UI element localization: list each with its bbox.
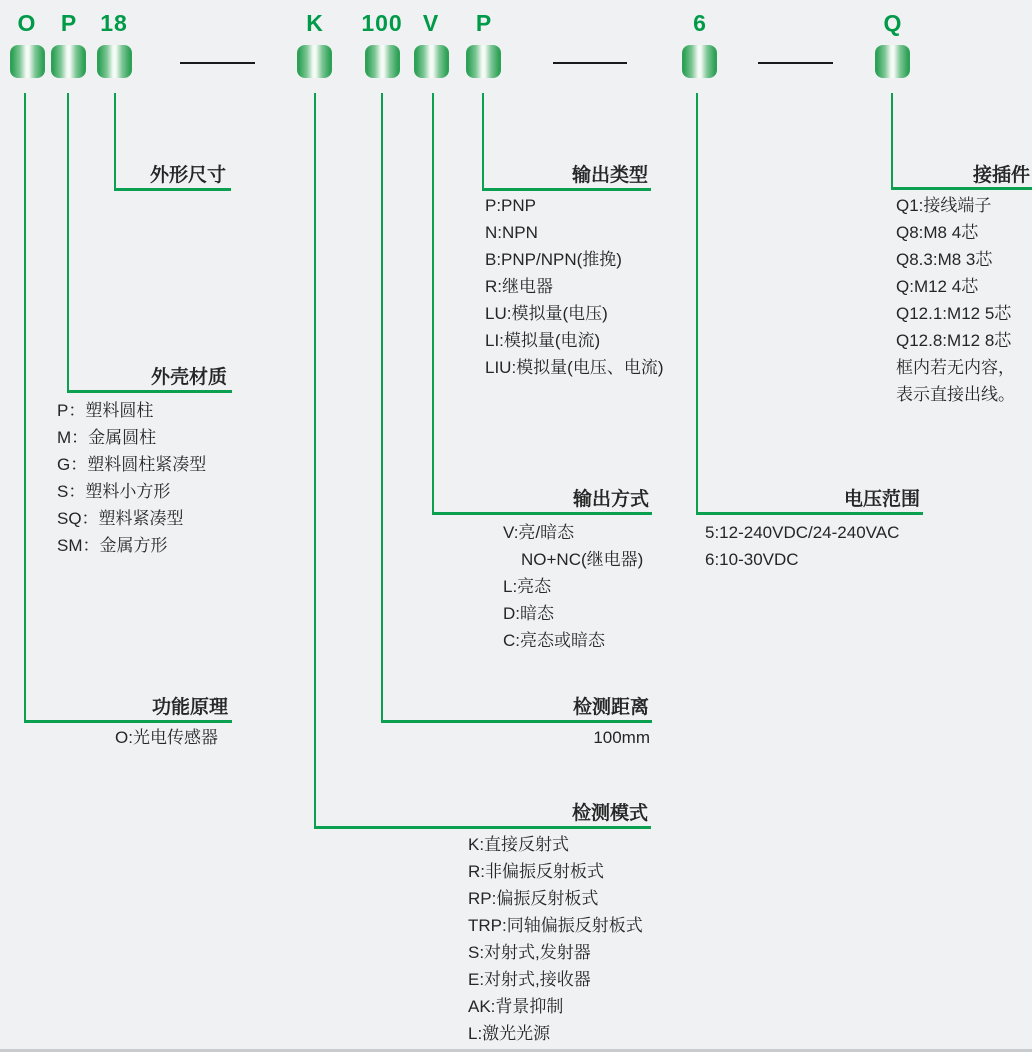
output-mode-list [503,519,643,654]
list-item: G：塑料圆柱紧凑型 [57,455,207,474]
connector-list [896,192,1015,408]
code-box-icon [297,45,332,78]
list-item: 表示直接出线。 [896,385,1015,404]
list-item: SQ：塑料紧凑型 [57,509,184,528]
code-char-P: P [60,10,78,36]
underline-output-type [482,188,651,191]
section-title-output-type: 输出类型 [571,165,648,186]
list-item: Q12.8:M12 8芯 [896,331,1012,350]
detect-mode-list [468,831,643,1047]
code-box-icon [875,45,910,78]
section-title-dimension: 外形尺寸 [149,165,226,186]
code-char-6: 6 [693,10,707,36]
code-box-icon [97,45,132,78]
section-title-output-mode: 输出方式 [572,489,649,510]
leader-line-voltage [696,93,698,515]
principle-value [115,724,218,751]
section-title-housing: 外壳材质 [150,367,227,388]
code-box-icon [682,45,717,78]
list-item: P：塑料圆柱 [57,401,154,420]
distance-value [593,724,650,751]
code-separator-dash [553,62,627,64]
list-item: E:对射式,接收器 [468,970,591,989]
code-box-icon [414,45,449,78]
list-item: LIU:模拟量(电压、电流) [485,358,664,377]
code-separator-dash [180,62,255,64]
code-char-K: K [306,10,324,36]
list-item: R:非偏振反射板式 [468,862,604,881]
code-char-Q: Q [883,10,903,36]
code-separator-dash [758,62,833,64]
list-item: 6:10-30VDC [705,550,799,569]
list-item: L:亮态 [503,577,552,596]
leader-line-output-type [482,93,484,191]
leader-line-output-mode [432,93,434,515]
list-item: 框内若无内容， [896,358,1015,377]
underline-principle [24,720,232,723]
list-item: N:NPN [485,223,538,242]
list-item: S:对射式,发射器 [468,943,591,962]
list-item: Q1:接线端子 [896,196,992,215]
list-item: TRP:同轴偏振反射板式 [468,916,643,935]
list-item: Q8.3:M8 3芯 [896,250,993,269]
list-item: 5:12-240VDC/24-240VAC [705,523,900,542]
list-item: NO+NC(继电器) [521,550,644,569]
section-title-connector: 接插件 [972,165,1030,186]
list-item: L:激光光源 [468,1024,551,1043]
code-char-100: 100 [361,10,403,36]
underline-output-mode [432,512,652,515]
code-char-O: O [17,10,37,36]
code-box-icon [51,45,86,78]
list-item: 100mm [593,728,650,747]
list-item: M：金属圆柱 [57,428,157,447]
leader-line-distance [381,93,383,723]
leader-line-dimension [114,93,116,191]
underline-housing [67,390,232,393]
list-item: LI:模拟量(电流) [485,331,601,350]
list-item: AK:背景抑制 [468,997,564,1016]
underline-dimension [114,188,231,191]
underline-distance [381,720,652,723]
code-box-icon [365,45,400,78]
list-item: D:暗态 [503,604,554,623]
list-item: Q12.1:M12 5芯 [896,304,1012,323]
list-item: B:PNP/NPN(推挽) [485,250,622,269]
voltage-list [705,519,899,573]
leader-line-detect-mode [314,93,316,829]
code-box-icon [466,45,501,78]
section-title-detect-mode: 检测模式 [571,803,648,824]
underline-voltage [696,512,923,515]
list-item: SM：金属方形 [57,536,168,555]
leader-line-principle [24,93,26,723]
code-char-P2: P [475,10,493,36]
output-type-list [485,192,664,381]
list-item: RP:偏振反射板式 [468,889,599,908]
housing-list [57,397,206,559]
underline-connector [891,187,1032,190]
underline-detect-mode [314,826,651,829]
list-item: P:PNP [485,196,537,215]
section-title-voltage: 电压范围 [843,489,920,510]
section-title-principle: 功能原理 [151,697,228,718]
list-item: Q8:M8 4芯 [896,223,979,242]
list-item: O:光电传感器 [115,728,218,747]
code-char-V: V [422,10,440,36]
list-item: R:继电器 [485,277,553,296]
code-char-18: 18 [100,10,128,36]
code-box-icon [10,45,45,78]
section-title-distance: 检测距离 [572,697,649,718]
list-item: S：塑料小方形 [57,482,171,501]
leader-line-connector [891,93,893,190]
list-item: V:亮/暗态 [503,523,575,542]
list-item: LU:模拟量(电压) [485,304,608,323]
list-item: Q:M12 4芯 [896,277,979,296]
leader-line-housing [67,93,69,393]
list-item: C:亮态或暗态 [503,631,605,650]
list-item: K:直接反射式 [468,835,570,854]
